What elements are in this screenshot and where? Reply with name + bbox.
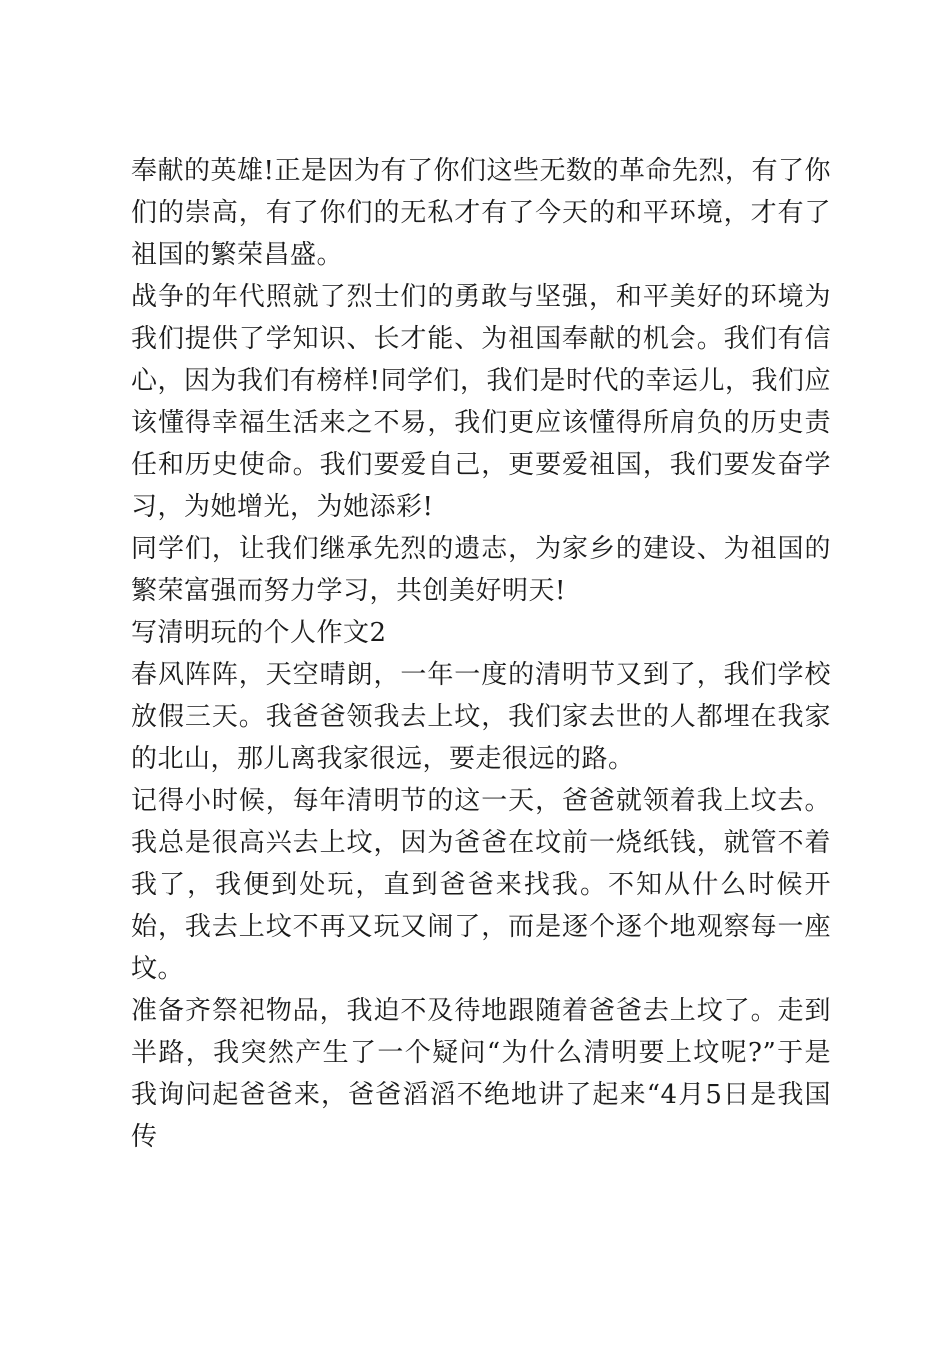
paragraph-5: 记得小时候，每年清明节的这一天，爸爸就领着我上坟去。我总是很高兴去上坟，因为爸爸在坟前一烧纸钱，就管不着我了，我便到处玩，直到爸爸来找我。不知从什么时候开始，我去上坟不再又玩又闹了，而是逐个逐个地观察每一座坟。 (131, 786, 831, 984)
paragraph-4: 春风阵阵，天空晴朗，一年一度的清明节又到了，我们学校放假三天。我爸爸领我去上坟，我们家去世的人都埋在我家的北山，那儿离我家很远，要走很远的路。 (131, 660, 831, 774)
essay-title: 写清明玩的个人作文2 (131, 618, 387, 648)
paragraph-2: 战争的年代照就了烈士们的勇敢与坚强，和平美好的环境为我们提供了学知识、长才能、为祖国奉献的机会。我们有信心，因为我们有榜样!同学们，我们是时代的幸运儿，我们应该懂得幸福生活来之不易，我们更应该懂得所肩负的历史责任和历史使命。我们要爱自己，更要爱祖国，我们要发奋学习，为她增光，为她添彩! (131, 282, 831, 522)
document-body (131, 150, 831, 1158)
paragraph-3: 同学们，让我们继承先烈的遗志，为家乡的建设、为祖国的繁荣富强而努力学习，共创美好明天! (131, 534, 831, 606)
paragraph-6: 准备齐祭祀物品，我迫不及待地跟随着爸爸去上坟了。走到半路，我突然产生了一个疑问“为什么清明要上坟呢?”于是我询问起爸爸来，爸爸滔滔不绝地讲了起来“4月5日是我国传 (131, 996, 831, 1152)
paragraph-1: 奉献的英雄!正是因为有了你们这些无数的革命先烈，有了你们的崇高，有了你们的无私才有了今天的和平环境，才有了祖国的繁荣昌盛。 (131, 156, 831, 270)
